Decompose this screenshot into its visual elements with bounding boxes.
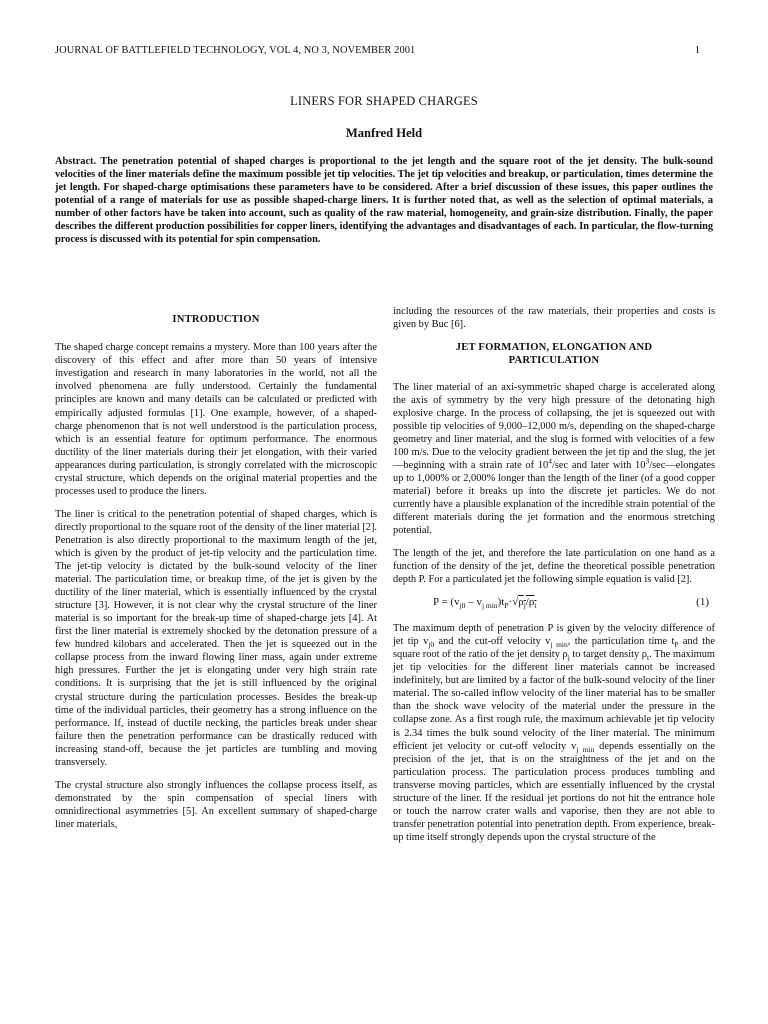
paragraph: The liner material of an axi-symmetric shaped charge is accelerated along the axis of symmetry by the very high pressure of the detonating high explosive charge. In the process of collapsing, the jet is squeezed out with possible tip velocities of 9,000–12,000 m/s, depending on the shaped-charge geometry and liner material, and the slug is formed with velocities of a few 100 m/s. Due to the velocity gradient between the jet tip and the slug, the jet—beginning with a strain rate of $10^4/\sec$ and later with $10^3/\sec—elongates$ up to 1,000% or 2,000% longer than the length of the liner (of a good copper material) before it breaks up into the discrete jet particles. We do not currently have a plausible explanation of the incredible strain potential of the different materials during the jet formation and the enormous stretching potential. xyxy=(393,381,715,537)
paper-author: Manfred Held xyxy=(345,126,423,140)
left-column xyxy=(55,305,377,841)
paragraph: The crystal structure also strongly influences the collapse process itself, as demonstrated by the spin compensation of special liners with omnidirectional asymmetries [5]. An excellent summary of shaped-charge liner materials, xyxy=(55,779,377,830)
right-column xyxy=(393,305,715,854)
paragraph: The shaped charge concept remains a mystery. More than 100 years after the discovery of this effect and after more than 50 years of intensive investigation and research in many laboratories in the world, not all the involved phenomena are fully understood. Certainly the fundamental principles are known and many details can be calculated or predicted with empirically adjusted formulas [1]. One example, however, of a shaped-charge phenomenon that is not well understood is the particulation process, which is an essential feature for optimum performance. The enormous ductility of the liner materials during their jet elongation, with their varied appearances during particulation, is strongly correlated with the microscopic crystal structure, which depends on the original material properties and the processes used to produce the liners. xyxy=(55,342,377,497)
paragraph: including the resources of the raw materials, their properties and costs is given by Buc [6]. xyxy=(393,306,715,331)
paragraph: The liner is critical to the penetration potential of shaped charges, which is directly proportional to the square root of the density of the liner material [2]. Penetration is also directly proportional to the maximum length of the jet, which is given by the product of jet-tip velocity and the particulation time. The jet-tip velocity is dictated by the bulk-sound velocity of the liner material. The particulation time, or breakup time, of the jet is given by the ductility of the liner material, which is essentially influenced by the crystal structure [3]. However, it is not clear why the crystal structure of the liner material is so important for the break-up time of shaped-charge jets [4]. At first the liner material is extremely shocked by the detonation pressure of a few hundred kilobars and accelerated. Then the jet is squeezed out in the collapse process from the inward flowing liner mass, again under extreme high pressures. Further the jet is elongating under very high strain rate conditions. It is surprising that the jet is still influenced by the original crystal structure during the particulation processes. Besides the break-up time of the individual particles, their geometry has a strong influence on the performance. If, instead of ductile necking, the particles break under shear failure then the penetration performance can be drastically reduced with increasing stand-off, because the jet particles are tumbling and moving transversely. xyxy=(55,508,378,768)
equation-1 xyxy=(393,596,715,610)
heading-line: JET FORMATION, ELONGATION AND xyxy=(455,342,653,354)
page-number: 1 xyxy=(694,45,700,56)
paper-title: LINERS FOR SHAPED CHARGES xyxy=(290,94,478,108)
paragraph: The maximum depth of penetration P is given by the velocity difference of jet tip $v_{j0}$ and the cut-off velocity $v_{j min}$, the particulation time $t_P$ and the square root of the ratio of the jet density $\rho_j$ to target density $\rho_t$. The maximum jet tip velocities for the different liner materials cannot be increased indefinitely, but are limited by a factor of the bulk-sound velocity of the liner material. The so-called inflow velocity of the liner material has to be smaller than the shock wave velocity of the material under the pressure in the collapse zone. As a first rough rule, the maximum achievable jet tip velocity is 2.34 times the bulk sound velocity of the liner material. The minimum efficient jet velocity or cut-off velocity $v_{j min}$ depends essentially on the precision of the jet, that is on the straightness of the jet and on the particulation process. The particulation process produces tumbling and transverse moving particles, which are essentially influenced by the crystal structure of the liner. If the residual jet portions do not hit the entrance hole or touch the narrow crater walls and vaporise, then they are not able to transfer penetration potential into penetration depth. From experience, break-up time itself strongly depends upon the crystal structure of the xyxy=(393,623,716,843)
equation-number: (1) xyxy=(696,596,709,609)
running-header xyxy=(55,44,700,58)
equation-body: $P = (v_{j0} - v_{j min})t_P\cdot√\rho_j/\rho_t$ xyxy=(433,596,537,611)
abstract: Abstract. The penetration potential of shaped charges is proportional to the jet length and the square root of the jet density. The bulk-sound velocities of the liner materials define the maximum possible jet tip velocities. The jet tip velocities and breakup, or particulation, times determine the jet length. For shaped-charge optimisations these parameters have to be considered. After a brief discussion of these issues, this paper outlines the potential of a range of materials for use as possible shaped-charge liners. It is further noted that, as well as the selection of optimal materials, a number of other factors have be taken into account, such as quality of the raw material, homogeneity, and grain-size distribution. Finally, the paper describes the different production possibilities for copper liners, identifying the advantages and disadvantages of each. In particular, the flow-turning process is discussed with its potential for spin compensation. xyxy=(55,156,713,245)
heading-line: PARTICULATION xyxy=(508,355,600,367)
section-heading-introduction: INTRODUCTION xyxy=(172,314,260,325)
section-heading-jet-formation xyxy=(393,341,715,368)
paragraph: The length of the jet, and therefore the late particulation on one hand as a function of the density of the jet, define the theoretical possible penetration depth P. For a particulated jet the following simple equation is valid [2]. xyxy=(393,548,715,586)
journal-citation: JOURNAL OF BATTLEFIELD TECHNOLOGY, VOL 4, NO 3, NOVEMBER 2001 xyxy=(55,45,416,56)
